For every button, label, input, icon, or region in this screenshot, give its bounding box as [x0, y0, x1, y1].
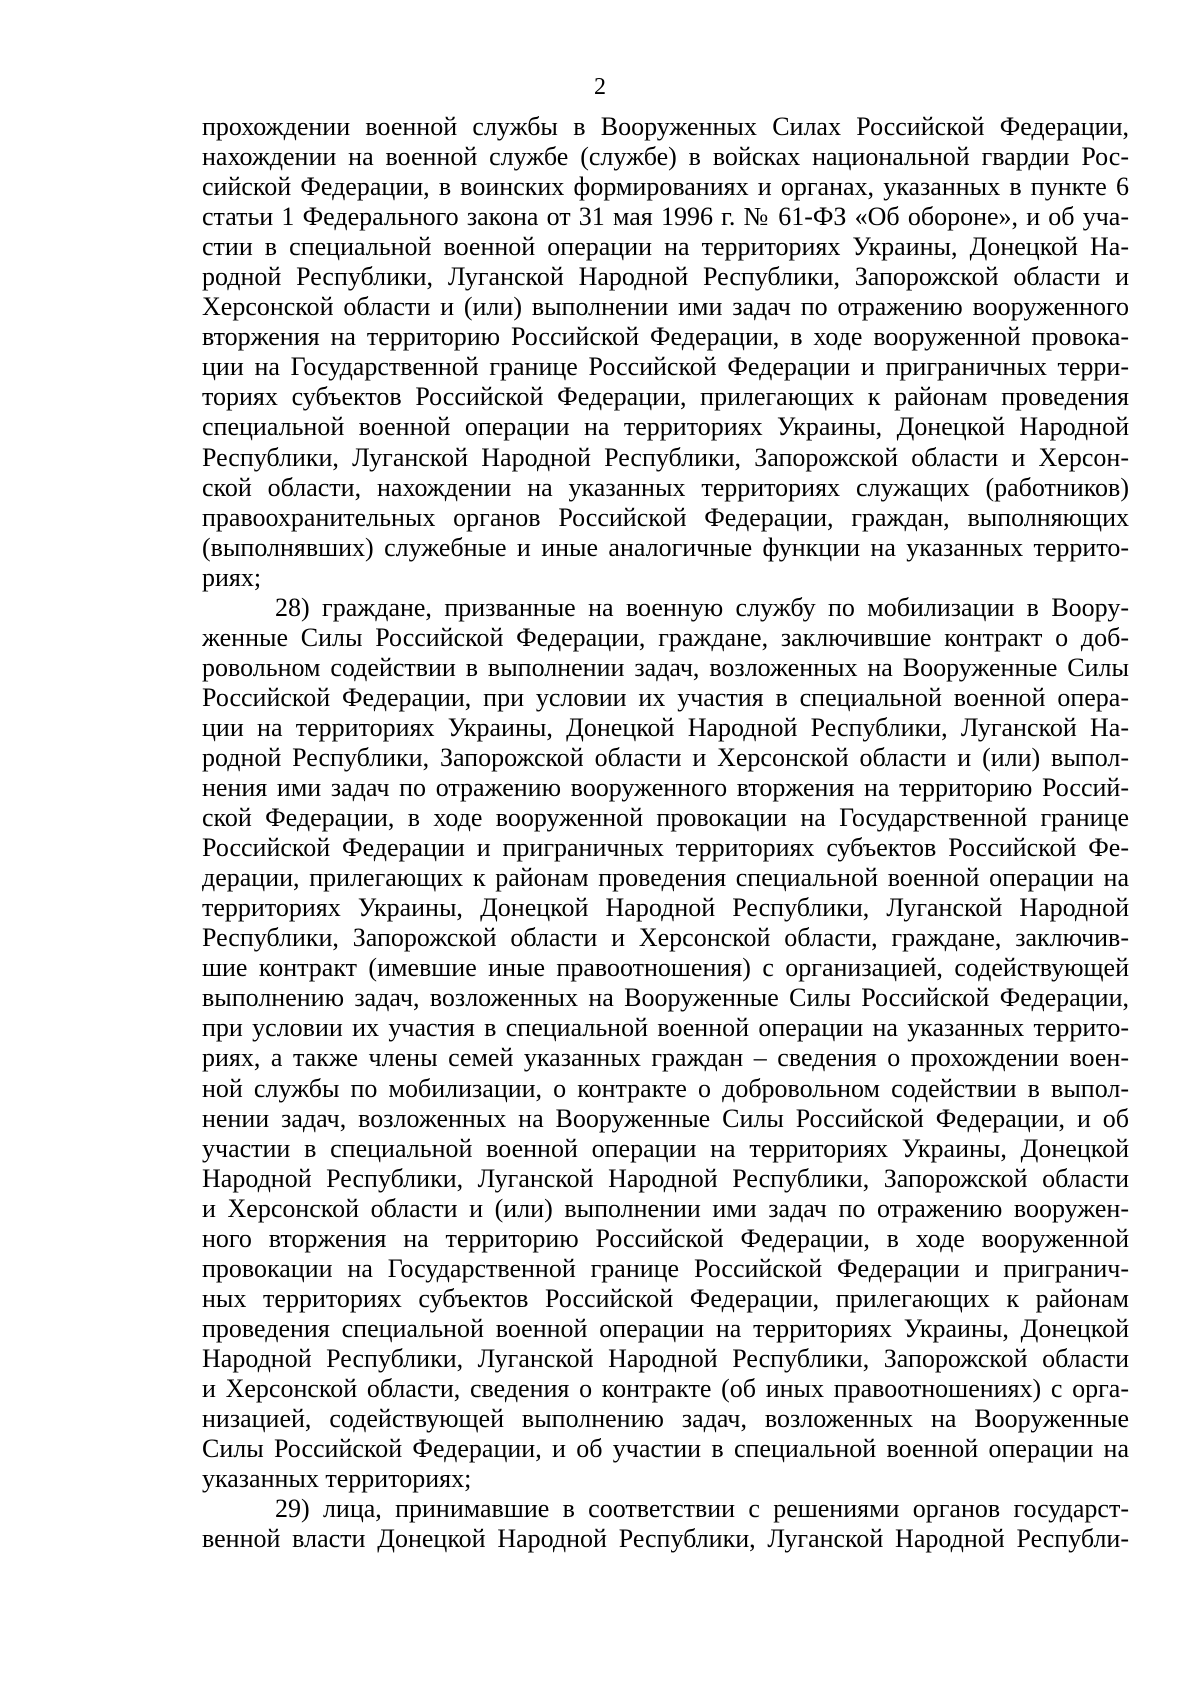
text-line: ской Федерации, в ходе вооруженной провокации на Государственной границе	[202, 803, 1129, 833]
text-line: прохождении военной службы в Вооруженных Силах Российской Федерации,	[202, 112, 1129, 141]
text-line: (выполнявших) служебные и иные аналогичные функции на указанных террито-	[202, 532, 1129, 562]
text-line: ных территориях субъектов Российской Федерации, прилегающих к районам	[202, 1283, 1129, 1313]
text-line: ции на Государственной границе Российской Федерации и приграничных терри-	[202, 352, 1129, 382]
text-line: риях, а также члены семей указанных граждан – сведения о прохождении воен-	[202, 1043, 1129, 1073]
text-line: специальной военной операции на территориях Украины, Донецкой Народной	[202, 412, 1129, 442]
text-line: Народной Республики, Луганской Народной Республики, Запорожской области	[202, 1163, 1129, 1193]
text-line: риях;	[202, 562, 262, 592]
text-line: шие контракт (имевшие иные правоотношения) с организацией, содействующей	[202, 953, 1129, 983]
text-line: ции на территориях Украины, Донецкой Народной Республики, Луганской На-	[202, 712, 1129, 742]
text-line: ториях субъектов Российской Федерации, прилегающих к районам проведения	[202, 382, 1129, 412]
text-line: правоохранительных органов Российской Федерации, граждан, выполняющих	[202, 502, 1129, 532]
body-text	[202, 112, 1129, 1554]
text-line: ской области, нахождении на указанных территориях служащих (работников)	[202, 472, 1129, 502]
text-line: Республики, Луганской Народной Республики, Запорожской области и Херсон-	[202, 442, 1129, 472]
text-line: ного вторжения на территорию Российской Федерации, в ходе вооруженной	[202, 1223, 1129, 1253]
text-line: провокации на Государственной границе Российской Федерации и пригранич-	[202, 1253, 1129, 1283]
text-line: Российской Федерации, при условии их участия в специальной военной опера-	[202, 682, 1129, 712]
text-line: венной власти Донецкой Народной Республики, Луганской Народной Республи-	[202, 1524, 1129, 1554]
page-number: 2	[594, 74, 606, 100]
text-line: 29) лица, принимавшие в соответствии с решениями органов государст-	[275, 1494, 1129, 1524]
text-line: Херсонской области и (или) выполнении ими задач по отражению вооруженного	[202, 292, 1129, 322]
text-line: сийской Федерации, в воинских формированиях и органах, указанных в пункте 6	[202, 172, 1129, 202]
text-line: территориях Украины, Донецкой Народной Республики, Луганской Народной	[202, 893, 1129, 923]
text-line: низацией, содействующей выполнению задач, возложенных на Вооруженные	[202, 1404, 1129, 1434]
text-line: ровольном содействии в выполнении задач, возложенных на Вооруженные Силы	[202, 652, 1129, 682]
text-line: Народной Республики, Луганской Народной Республики, Запорожской области	[202, 1343, 1129, 1373]
text-line: Российской Федерации и приграничных территориях субъектов Российской Фе-	[202, 833, 1129, 863]
text-line: участии в специальной военной операции на территориях Украины, Донецкой	[202, 1133, 1129, 1163]
text-line: проведения специальной военной операции на территориях Украины, Донецкой	[202, 1313, 1129, 1343]
text-line: нения ими задач по отражению вооруженного вторжения на территорию Россий-	[202, 773, 1129, 803]
text-line: нахождении на военной службе (службе) в войсках национальной гвардии Рос-	[202, 142, 1129, 172]
text-line: 28) граждане, призванные на военную службу по мобилизации в Воору-	[275, 592, 1129, 622]
text-line: и Херсонской области, сведения о контракте (об иных правоотношениях) с орга-	[202, 1373, 1129, 1403]
text-line: дерации, прилегающих к районам проведения специальной военной операции на	[202, 863, 1129, 893]
text-line: вторжения на территорию Российской Федерации, в ходе вооруженной провока-	[202, 322, 1129, 352]
text-line: и Херсонской области и (или) выполнении ими задач по отражению вооружен-	[202, 1193, 1129, 1223]
text-line: Республики, Запорожской области и Херсонской области, граждане, заключив-	[202, 923, 1129, 953]
text-line: при условии их участия в специальной военной операции на указанных террито-	[202, 1013, 1129, 1043]
text-line: ной службы по мобилизации, о контракте о добровольном содействии в выпол-	[202, 1073, 1129, 1103]
text-line: Силы Российской Федерации, и об участии в специальной военной операции на	[202, 1434, 1129, 1464]
text-line: статьи 1 Федерального закона от 31 мая 1996 г. № 61-ФЗ «Об обороне», и об уча-	[202, 202, 1129, 232]
text-line: нении задач, возложенных на Вооруженные Силы Российской Федерации, и об	[202, 1103, 1129, 1133]
text-line: выполнению задач, возложенных на Вооруженные Силы Российской Федерации,	[202, 983, 1129, 1013]
text-line: стии в специальной военной операции на территориях Украины, Донецкой На-	[202, 232, 1129, 262]
text-line: указанных территориях;	[202, 1464, 472, 1494]
text-line: родной Республики, Луганской Народной Республики, Запорожской области и	[202, 262, 1129, 292]
text-line: родной Республики, Запорожской области и Херсонской области и (или) выпол-	[202, 742, 1129, 772]
text-line: женные Силы Российской Федерации, граждане, заключившие контракт о доб-	[202, 622, 1129, 652]
